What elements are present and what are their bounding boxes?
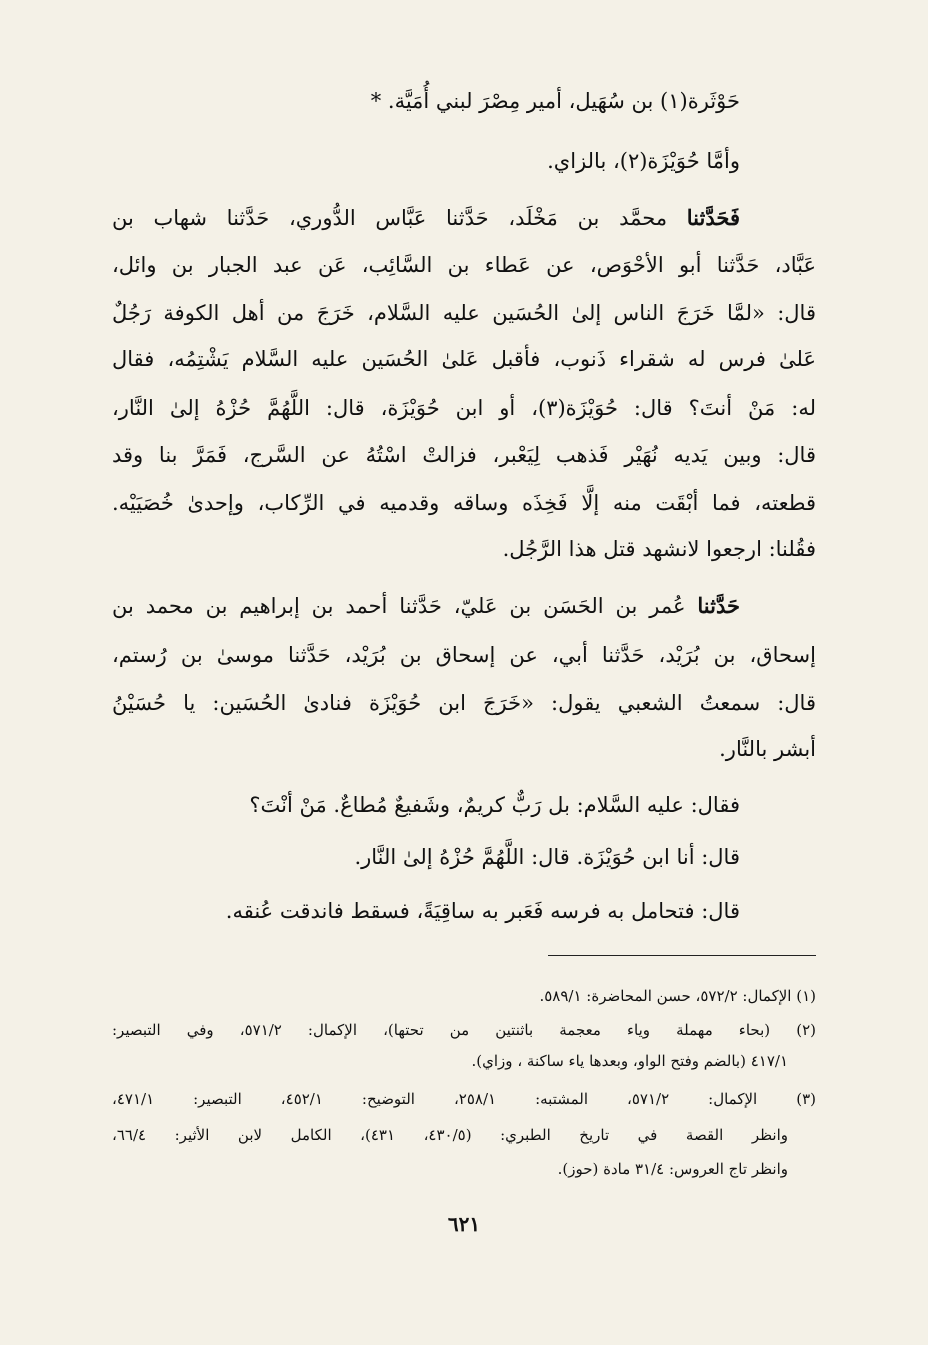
page-number: ٦٢١	[447, 1212, 481, 1236]
footnote-text: (٢) (بحاء مهملة وياء معجمة باثنتين من تحتها)، الإكمال: ٥٧١/٢، وفي التبصير:	[112, 1021, 816, 1039]
text-line	[112, 488, 816, 518]
footnote-2	[112, 1019, 816, 1041]
line-text: فقال: عليه السَّلام: بل رَبٌّ كريمٌ، وشَفيعٌ مُطاعٌ. مَنْ أنْتَ؟	[249, 793, 740, 817]
narration-lead: فَحَدَّثنا	[686, 205, 740, 230]
narration-lead: حَدَّثنا	[697, 593, 740, 618]
footnote-2-cont	[472, 1050, 788, 1072]
line-text: قال: أنا ابن حُوَيْزَة. قال: اللَّهُمَّ حُزْهُ إلىٰ النَّار.	[354, 845, 740, 869]
footnote-3-cont	[112, 1124, 788, 1146]
line-text: له: مَنْ أنتَ؟ قال: حُوَيْزَة(٣)، أو ابن حُوَيْزَة، قال: اللَّهُمَّ حُزْهُ إلىٰ النَّار،	[112, 396, 816, 420]
line-text: إسحاق، بن بُرَيْد، حَدَّثنا أبي، عن إسحاق بن بُرَيْد، حَدَّثنا موسىٰ بن رُستم،	[112, 643, 816, 667]
line-text: أبشر بالنَّار.	[719, 737, 816, 761]
line-text: حَوْثَرة(١) بن سُهَيل، أمير مِصْرَ لبني أُمَيَّة. *	[370, 89, 740, 113]
line-text: قال: وبين يَديه نُهَيْر فَذهب لِيَعْبر، فزالتْ اسْتُهُ عن السَّرج، فَمَرَّ بنا وقد	[112, 443, 816, 467]
text-line	[249, 790, 740, 820]
text-line	[112, 344, 816, 374]
line-text: محمَّد بن مَخْلَد، حَدَّثنا عَبَّاس الدُّوري، حَدَّثنا شهاب بن	[112, 206, 668, 230]
footnote-3-cont	[558, 1158, 788, 1180]
footnote-3	[112, 1088, 816, 1110]
text-line	[112, 591, 740, 621]
text-line	[719, 734, 816, 764]
text-line	[112, 250, 816, 280]
footnote-text: وانظر القصة في تاريخ الطبري: (٤٣٠/٥، ٤٣١)، الكامل لابن الأثير: ٦٦/٤،	[112, 1126, 788, 1144]
text-line	[112, 393, 816, 423]
text-line	[547, 146, 740, 176]
footnote-text: (١) الإكمال: ٥٧٢/٢، حسن المحاضرة: ٥٨٩/١.	[539, 987, 816, 1005]
line-text: عُمر بن الحَسَن بن عَليّ، حَدَّثنا أحمد بن إبراهيم بن محمد بن	[112, 594, 686, 618]
text-line	[226, 896, 740, 926]
line-text: قال: «لمَّا خَرَجَ الناس إلىٰ الحُسَين عليه السَّلام، خَرَجَ من أهل الكوفة رَجُلٌ	[112, 301, 816, 325]
line-text: قال: سمعتُ الشعبي يقول: «خَرَجَ ابن حُوَيْزَة فنادىٰ الحُسَين: يا حُسَيْنُ	[112, 691, 816, 715]
text-line	[112, 440, 816, 470]
text-line	[503, 534, 816, 564]
text-line	[371, 86, 740, 116]
line-text: وأمَّا حُوَيْزَة(٢)، بالزاي.	[547, 149, 740, 173]
line-text: فقُلنا: ارجعوا لانشهد قتل هذا الرَّجُل.	[502, 537, 816, 561]
line-text: عَلىٰ فرس له شقراء ذَنوب، فأقبل عَلىٰ الحُسَين عليه السَّلام يَشْتِمُه، فقال	[112, 347, 816, 371]
text-line	[354, 842, 740, 872]
line-text: قال: فتحامل به فرسه فَعَبر به ساقِيَةً، فسقط فاندقت عُنقه.	[225, 899, 740, 923]
footnote-separator	[548, 955, 816, 956]
text-line	[112, 640, 816, 670]
footnote-text: ٤١٧/١ (بالضم وفتح الواو، وبعدها ياء ساكنة ، وزاي).	[471, 1052, 788, 1070]
footnote-text: (٣) الإكمال: ٥٧١/٢، المشتبه: ٢٥٨/١، التوضيح: ٤٥٢/١، التبصير: ٤٧١/١،	[112, 1090, 816, 1108]
footnote-1	[539, 985, 816, 1007]
text-line	[112, 203, 740, 233]
line-text: عَبَّاد، حَدَّثنا أبو الأحْوَص، عن عَطاء بن السَّائِب، عَن عبد الجبار بن وائل،	[112, 253, 816, 277]
line-text: قطعته، فما أبْقَت منه إلَّا فَخِذَه وساقه وقدميه في الرِّكاب، وإحدىٰ خُصَيَيْه.	[112, 491, 816, 515]
footnote-text: وانظر تاج العروس: ٣١/٤ مادة (حوز).	[557, 1160, 788, 1178]
text-line	[112, 298, 816, 328]
text-line	[112, 688, 816, 718]
